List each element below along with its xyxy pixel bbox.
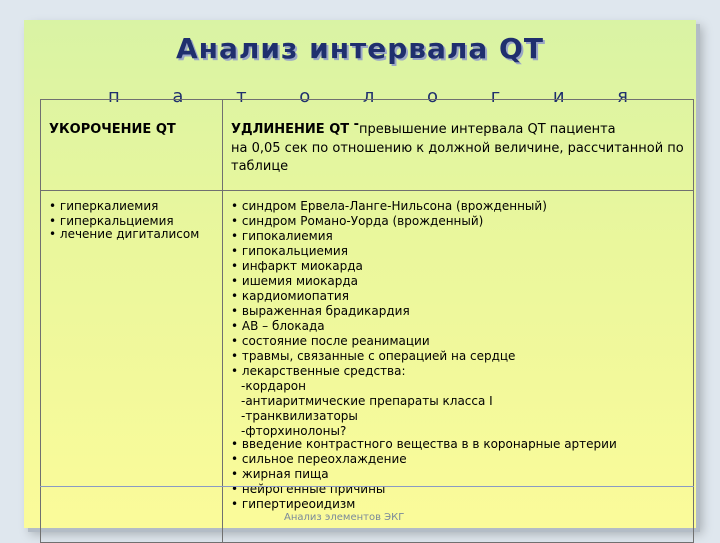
list-item: • синдром Ервела-Ланге-Нильсона (врожденный) (231, 199, 547, 213)
slide (24, 20, 696, 528)
slide-title: Анализ интервала QT (176, 32, 544, 65)
list-item: • ишемия миокарда (231, 274, 359, 288)
subtitle-letter: г (490, 86, 501, 107)
list-item: • состояние после реанимации (231, 334, 430, 348)
list-item: • АВ – блокада (231, 319, 325, 333)
list-item: • гипокалиемия (231, 229, 333, 243)
list-item: • кардиомиопатия (231, 289, 349, 303)
prolongation-causes (223, 191, 694, 543)
list-subitem: -антиаритмические препараты класса I (241, 394, 493, 408)
list-item: • сильное переохлаждение (231, 452, 407, 466)
subtitle-letter: л (362, 86, 375, 107)
list-item: • лекарственные средства: (231, 364, 406, 378)
header-prolongation (223, 100, 694, 191)
list-item: • выраженная брадикардия (231, 304, 410, 318)
table-header-row (41, 100, 694, 191)
header-shortening-label: УКОРОЧЕНИЕ QT (49, 122, 176, 137)
list-subitem: -кордарон (241, 379, 306, 393)
footer-divider (40, 486, 694, 487)
shortening-causes (41, 191, 223, 543)
subtitle-letter: п (108, 86, 120, 107)
header-prolongation-label: УДЛИНЕНИЕ QT (231, 122, 350, 137)
list-item: • жирная пища (231, 467, 329, 481)
list-item: • лечение дигиталисом (49, 227, 200, 241)
header-prolongation-note: превышение интервала QT пациента (359, 122, 616, 137)
subtitle-letter: о (299, 86, 311, 107)
list-subitem: -транквилизаторы (241, 409, 358, 423)
subtitle-letter: о (427, 86, 439, 107)
list-item: • гиперкальциемия (49, 214, 174, 228)
list-item: • инфаркт миокарда (231, 259, 363, 273)
header-shortening (41, 100, 223, 191)
header-prolongation-note-2: на 0,05 сек по отношению к должной величине, рассчитанной по таблице (231, 141, 684, 174)
table-body-row (41, 191, 694, 543)
footer-text: Анализ элементов ЭКГ (284, 512, 405, 523)
list-subitem: -фторхинолоны? (241, 424, 347, 438)
list-item: • введение контрастного вещества в в коронарные артерии (231, 437, 617, 451)
subtitle-letter: а (172, 86, 184, 107)
list-item: • нейрогенные причины (231, 482, 386, 496)
subtitle-letter: и (552, 86, 565, 107)
header-dash: - (349, 117, 360, 132)
list-item: • травмы, связанные с операцией на сердце (231, 349, 516, 363)
list-item: • синдром Романо-Уорда (врожденный) (231, 214, 484, 228)
qt-table (40, 99, 694, 543)
list-item: • гиперкалиемия (49, 199, 159, 213)
subtitle-letter: т (236, 86, 247, 107)
list-item: • гипертиреоидизм (231, 497, 356, 511)
subtitle-letter: я (617, 86, 628, 107)
list-item: • гипокальциемия (231, 244, 348, 258)
